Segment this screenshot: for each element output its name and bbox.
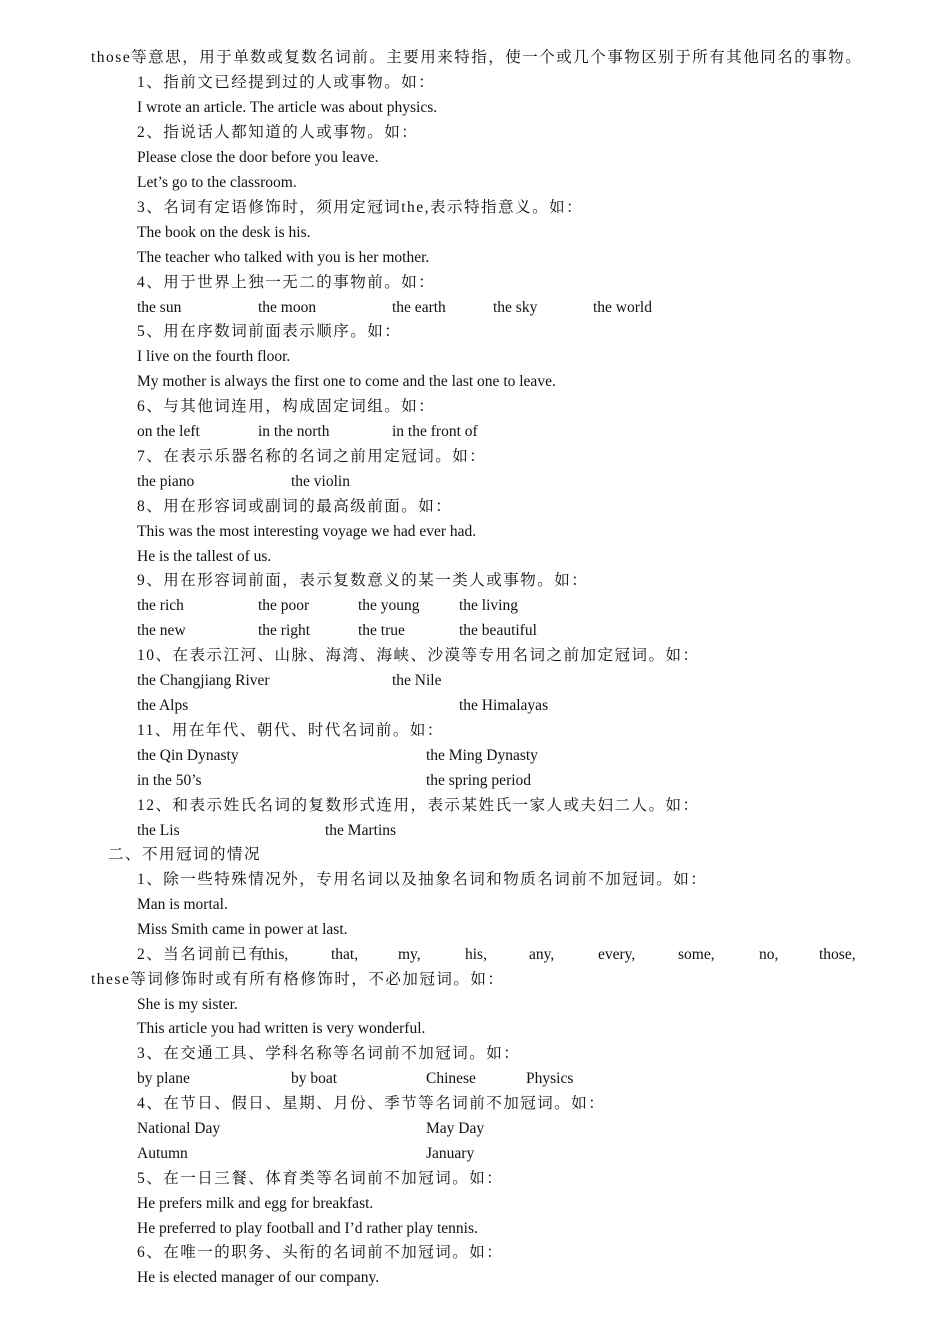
no-article-rule-2-example-a: She is my sister. (137, 996, 238, 1013)
no-article-rule-6-heading: 6、在唯一的职务、头衔的名词前不加冠词。如： (137, 1244, 504, 1261)
rule-11-heading: 11、用在年代、朝代、时代名词前。如： (137, 722, 444, 739)
example-word: in the 50’s (137, 772, 202, 789)
rule-2-example-a: Please close the door before you leave. (137, 149, 379, 166)
determiner-word: those, (819, 946, 856, 963)
example-word: the poor (258, 597, 310, 614)
no-article-rule-2-example-b: This article you had written is very wonderful. (137, 1020, 426, 1037)
example-word: the Changjiang River (137, 672, 270, 689)
example-word: Chinese (426, 1070, 476, 1087)
no-article-rule-5-heading: 5、在一日三餐、体育类等名词前不加冠词。如： (137, 1170, 504, 1187)
no-article-rule-1-heading: 1、除一些特殊情况外，专用名词以及抽象名词和物质名词前不加冠词。如： (137, 871, 708, 888)
example-word: the Lis (137, 822, 180, 839)
rule-10-heading: 10、在表示江河、山脉、海湾、海峡、沙漠等专用名词之前加定冠词。如： (137, 647, 700, 664)
example-word: Physics (526, 1070, 574, 1087)
example-word: the rich (137, 597, 184, 614)
no-article-rule-6-example: He is elected manager of our company. (137, 1269, 380, 1286)
example-word: the violin (291, 473, 350, 490)
example-word: the Nile (392, 672, 442, 689)
example-word: Autumn (137, 1145, 188, 1162)
example-word: the Alps (137, 697, 189, 714)
example-word: the sky (493, 299, 538, 316)
no-article-rule-2-heading: 2、当名词前已有 (137, 946, 266, 963)
example-word: the piano (137, 473, 195, 490)
example-word: the Ming Dynasty (426, 747, 538, 764)
example-word: the world (593, 299, 652, 316)
example-word: the beautiful (459, 622, 537, 639)
intro-line: those等意思，用于单数或复数名词前。主要用来特指，使一个或几个事物区别于所有其他同名的事物。 (91, 49, 863, 66)
example-word: by plane (137, 1070, 190, 1087)
determiner-word: his, (465, 946, 487, 963)
rule-8-heading: 8、用在形容词或副词的最高级前面。如： (137, 498, 453, 515)
determiner-word: this, (262, 946, 289, 963)
example-word: the right (258, 622, 311, 639)
no-article-rule-1-example-b: Miss Smith came in power at last. (137, 921, 348, 938)
rule-5-example-b: My mother is always the first one to come and the last one to leave. (137, 373, 556, 390)
no-article-rule-3-heading: 3、在交通工具、学科名称等名词前不加冠词。如： (137, 1045, 521, 1062)
example-word: the spring period (426, 772, 532, 789)
example-word: National Day (137, 1120, 221, 1137)
example-word: the Qin Dynasty (137, 747, 239, 764)
rule-4-heading: 4、用于世界上独一无二的事物前。如： (137, 274, 436, 291)
example-word: the young (358, 597, 420, 614)
determiner-word: some, (678, 946, 715, 963)
no-article-rule-4-heading: 4、在节日、假日、星期、月份、季节等名词前不加冠词。如： (137, 1095, 606, 1112)
example-word: on the left (137, 423, 200, 440)
example-word: the living (459, 597, 518, 614)
determiner-word: every, (598, 946, 636, 963)
example-word: the earth (392, 299, 446, 316)
determiner-word: no, (759, 946, 779, 963)
determiner-word: any, (529, 946, 555, 963)
rule-1-example: I wrote an article. The article was about physics. (137, 99, 438, 116)
rule-8-example-a: This was the most interesting voyage we had ever had. (137, 523, 477, 540)
example-word: in the front of (392, 423, 478, 440)
example-word: the Martins (325, 822, 397, 839)
example-word: the Himalayas (459, 697, 549, 714)
rule-2-heading: 2、指说话人都知道的人或事物。如： (137, 124, 419, 141)
section-2-heading: 二、不用冠词的情况 (108, 846, 262, 863)
rule-9-heading: 9、用在形容词前面，表示复数意义的某一类人或事物。如： (137, 572, 589, 589)
determiner-word: that, (331, 946, 359, 963)
example-word: in the north (258, 423, 330, 440)
rule-6-heading: 6、与其他词连用，构成固定词组。如： (137, 398, 436, 415)
rule-3-example-a: The book on the desk is his. (137, 224, 311, 241)
rule-5-example-a: I live on the fourth floor. (137, 348, 291, 365)
determiner-word: my, (398, 946, 421, 963)
rule-7-heading: 7、在表示乐器名称的名词之前用定冠词。如： (137, 448, 487, 465)
rule-1-heading: 1、指前文已经提到过的人或事物。如： (137, 74, 436, 91)
rule-5-heading: 5、用在序数词前面表示顺序。如： (137, 323, 402, 340)
example-word: by boat (291, 1070, 338, 1087)
no-article-rule-2-continuation: these等词修饰时或有所有格修饰时，不必加冠词。如： (91, 971, 505, 988)
example-word: January (426, 1145, 475, 1162)
example-word: May Day (426, 1120, 485, 1137)
no-article-rule-1-example-a: Man is mortal. (137, 896, 228, 913)
rule-2-example-b: Let’s go to the classroom. (137, 174, 297, 191)
example-word: the true (358, 622, 405, 639)
no-article-rule-5-example-a: He prefers milk and egg for breakfast. (137, 1195, 374, 1212)
rule-3-heading: 3、名词有定语修饰时，须用定冠词the,表示特指意义。如： (137, 199, 584, 216)
example-word: the new (137, 622, 186, 639)
no-article-rule-5-example-b: He preferred to play football and I’d rather play tennis. (137, 1220, 478, 1237)
rule-3-example-b: The teacher who talked with you is her mother. (137, 249, 430, 266)
example-word: the moon (258, 299, 317, 316)
example-word: the sun (137, 299, 182, 316)
rule-8-example-b: He is the tallest of us. (137, 548, 272, 565)
rule-12-heading: 12、和表示姓氏名词的复数形式连用，表示某姓氏一家人或夫妇二人。如： (137, 797, 700, 814)
